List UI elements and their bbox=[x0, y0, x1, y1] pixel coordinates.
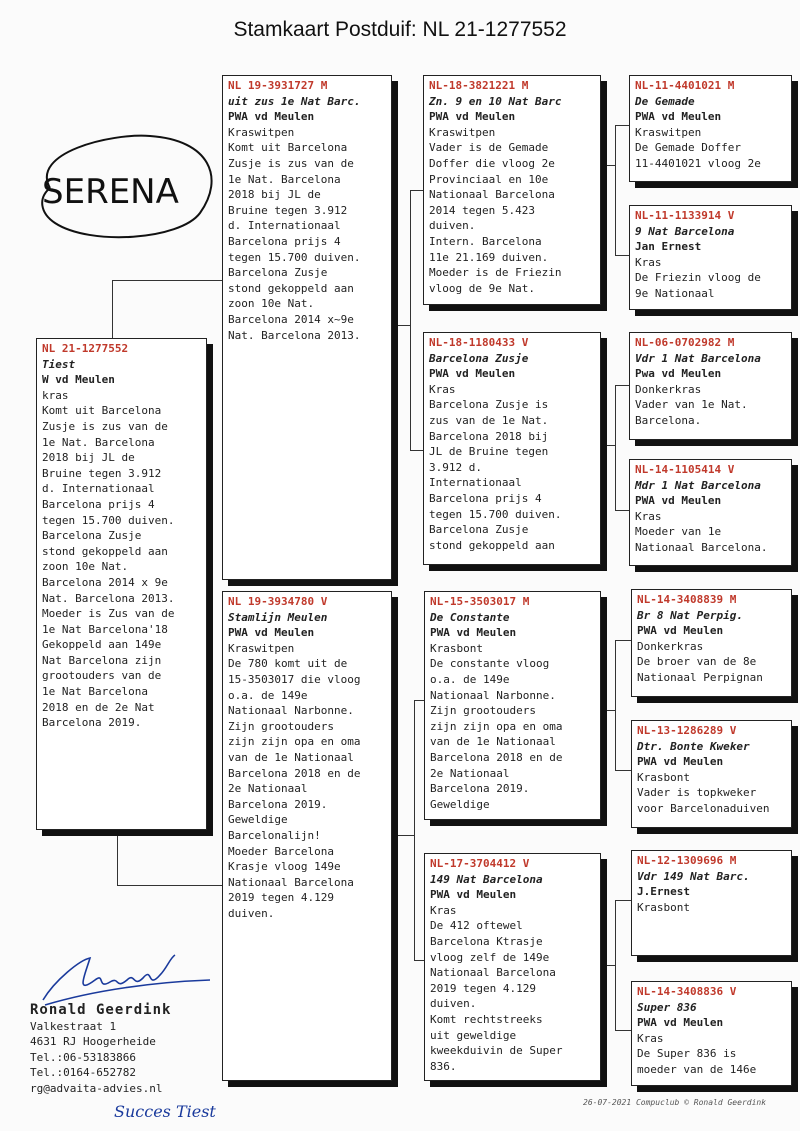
connector bbox=[615, 1030, 631, 1031]
pigeon-description: De 412 oftewel Barcelona Ktrasje vloog zelf de 149e Nationaal Barcelona 2019 tegen 4.129 duiven. Komt rechtstreeks uit geweldige kweekduivin de Super 836. bbox=[430, 919, 563, 1073]
ring-number: NL-14-3408836 V bbox=[637, 985, 737, 998]
breeder-address bbox=[30, 1003, 171, 1097]
connector bbox=[414, 960, 424, 961]
breeder-phone-2: Tel.:0164-652782 bbox=[30, 1066, 136, 1080]
pigeon-owner: PWA vd Meulen bbox=[637, 624, 724, 638]
pigeon-name: Vdr 149 Nat Barc. bbox=[637, 869, 750, 883]
connector bbox=[410, 190, 411, 450]
pigeon-name: Vdr 1 Nat Barcelona bbox=[635, 351, 761, 365]
pigeon-name: Super 836 bbox=[637, 1000, 697, 1014]
pigeon-name: De Constante bbox=[430, 610, 510, 624]
connector bbox=[410, 190, 423, 191]
pigeon-color: kras bbox=[42, 388, 69, 402]
pigeon-name: Br 8 Nat Perpig. bbox=[637, 608, 743, 622]
pigeon-name: 149 Nat Barcelona bbox=[430, 872, 543, 886]
pigeon-card-main bbox=[36, 338, 207, 830]
pigeon-color: Donkerkras bbox=[637, 639, 704, 653]
pigeon-owner: PWA vd Meulen bbox=[635, 110, 722, 124]
pigeon-color: Krasbont bbox=[430, 641, 483, 655]
pigeon-description: Barcelona Zusje is zus van de 1e Nat. Barcelona 2018 bij JL de Bruine tegen 3.912 d. Internationaal Barcelona prijs 4 tegen 15.700 duiven. Barcelona Zusje stond gekoppeld aan bbox=[429, 398, 562, 552]
connector bbox=[414, 700, 415, 960]
connector bbox=[615, 640, 631, 641]
pigeon-card-mmm bbox=[631, 981, 792, 1086]
ring-number: NL-18-3821221 M bbox=[429, 79, 529, 92]
connector bbox=[117, 885, 222, 886]
pigeon-card-mother-mother bbox=[424, 853, 601, 1081]
pigeon-name: 9 Nat Barcelona bbox=[635, 224, 735, 238]
pigeon-owner: PWA vd Meulen bbox=[637, 755, 724, 769]
handwritten-text: Succes Tiest bbox=[114, 1102, 216, 1121]
connector bbox=[410, 450, 423, 451]
ring-number: NL 19-3931727 M bbox=[228, 79, 328, 92]
connector bbox=[615, 125, 629, 126]
page-title: Stamkaart Postduif: NL 21-1277552 bbox=[233, 18, 567, 41]
connector bbox=[615, 125, 616, 255]
pigeon-description: Vader van 1e Nat. Barcelona. bbox=[635, 398, 748, 427]
pigeon-description: De Super 836 is moeder van de 146e bbox=[637, 1047, 757, 1076]
connector bbox=[392, 835, 414, 836]
pigeon-color: Kras bbox=[429, 382, 456, 396]
pigeon-description: De Friezin vloog de 9e Nationaal bbox=[635, 271, 761, 300]
pigeon-description: De constante vloog o.a. de 149e Nationaal Narbonne. Zijn grootouders zijn zijn opa en oma van de 1e Nationaal Barcelona 2018 en de 2e Nationaal Barcelona 2019. Geweldige bbox=[430, 657, 563, 811]
pigeon-card-father-father bbox=[423, 75, 601, 305]
handwritten-succes-tiest bbox=[112, 1095, 252, 1125]
pigeon-name: De Gemade bbox=[635, 94, 695, 108]
connector bbox=[112, 280, 113, 340]
pigeon-name: uit zus 1e Nat Barc. bbox=[228, 94, 361, 108]
pigeon-description: Vader is de Gemade Doffer die vloog 2e Provinciaal en 10e Nationaal Barcelona 2014 tegen 5.423 duiven. Intern. Barcelona 11e 21.169 duiven. Moeder is de Friezin vloog de 9e Nat. bbox=[429, 141, 562, 295]
print-stamp: 26-07-2021 Compuclub © Ronald Geerdink bbox=[583, 1098, 767, 1107]
ring-number: NL-14-3408839 M bbox=[637, 593, 737, 606]
connector bbox=[117, 830, 118, 885]
pigeon-description: Komt uit Barcelona Zusje is zus van de 1e Nat. Barcelona 2018 bij JL de Bruine tegen 3.912 d. Internationaal Barcelona prijs 4 tegen 15.700 duiven. Barcelona Zusje stond gekoppeld aan zoon 10e Nat. Barcelona 2014 x~9e Nat. Barcelona 2013. bbox=[228, 141, 361, 342]
pigeon-description: Vader is topkweker voor Barcelonaduiven bbox=[637, 786, 770, 815]
connector bbox=[615, 385, 616, 510]
pigeon-color: Kraswitpen bbox=[429, 125, 496, 139]
connector bbox=[615, 900, 616, 1030]
pigeon-card-fmf bbox=[629, 332, 792, 440]
connector bbox=[414, 700, 424, 701]
pigeon-name: Tiest bbox=[42, 357, 76, 371]
pigeon-card-mother bbox=[222, 591, 392, 1081]
ring-number: NL-06-0702982 M bbox=[635, 336, 735, 349]
breeder-email: rg@advaita-advies.nl bbox=[30, 1081, 163, 1095]
pigeon-description: Komt uit Barcelona Zusje is zus van de 1e Nat. Barcelona 2018 bij JL de Bruine tegen 3.912 d. Internationaal Barcelona prijs 4 tegen 15.700 duiven. Barcelona Zusje stond gekoppeld aan zoon 10e Nat. Barcelona 2014 x 9e Nat. Barcelona 2013. Moeder is Zus van de 1e Nat Barcelona'18 Gekoppeld aan 149e Nat Barcelona zijn grootouders van de 1e Nat Barcelona 2018 en de 2e Nat Barcelona 2019. bbox=[42, 404, 175, 730]
breeder-city: 4631 RJ Hoogerheide bbox=[30, 1035, 156, 1049]
pigeon-color: Kraswitpen bbox=[228, 641, 295, 655]
pigeon-owner: PWA vd Meulen bbox=[228, 110, 315, 124]
connector bbox=[601, 445, 615, 446]
pigeon-name: Stamlijn Meulen bbox=[228, 610, 328, 624]
pigeon-owner: PWA vd Meulen bbox=[430, 888, 517, 902]
pigeon-description: Moeder van 1e Nationaal Barcelona. bbox=[635, 525, 768, 554]
ring-number: NL-17-3704412 V bbox=[430, 857, 530, 870]
breeder-street: Valkestraat 1 bbox=[30, 1019, 117, 1033]
connector bbox=[601, 710, 615, 711]
connector bbox=[615, 900, 631, 901]
ring-number: NL-11-1133914 V bbox=[635, 209, 735, 222]
pigeon-card-fff bbox=[629, 75, 792, 182]
pigeon-color: Donkerkras bbox=[635, 382, 702, 396]
pigeon-owner: PWA vd Meulen bbox=[228, 626, 315, 640]
connector bbox=[601, 965, 615, 966]
signature bbox=[35, 950, 215, 1010]
connector bbox=[615, 385, 629, 386]
pigeon-owner: J.Ernest bbox=[637, 885, 690, 899]
pigeon-card-mff bbox=[631, 589, 792, 697]
pigeon-card-mfm bbox=[631, 720, 792, 828]
pigeon-color: Krasbont bbox=[637, 770, 690, 784]
pigeon-color: Kras bbox=[635, 255, 662, 269]
pigeon-color: Kraswitpen bbox=[228, 125, 295, 139]
pigeon-description: De 780 komt uit de 15-3503017 die vloog o.a. de 149e Nationaal Narbonne. Zijn grootouders zijn zijn opa en oma van de 1e Nationaal Barcelona 2018 en de 2e Nationaal Barcelona 2019. Geweldige Barcelonalijn! Moeder Barcelona Krasje vloog 149e Nationaal Barcelona 2019 tegen 4.129 duiven. bbox=[228, 657, 361, 920]
pigeon-name: Mdr 1 Nat Barcelona bbox=[635, 478, 761, 492]
serena-scribble bbox=[30, 128, 220, 248]
pigeon-owner: PWA vd Meulen bbox=[429, 367, 516, 381]
pigeon-owner: PWA vd Meulen bbox=[637, 1016, 724, 1030]
pigeon-card-ffm bbox=[629, 205, 792, 310]
ring-number: NL 19-3934780 V bbox=[228, 595, 328, 608]
pigeon-owner: W vd Meulen bbox=[42, 373, 115, 387]
connector bbox=[615, 770, 631, 771]
pigeon-name: Zn. 9 en 10 Nat Barc bbox=[429, 94, 562, 108]
pigeon-color: Krasbont bbox=[637, 900, 690, 914]
pigeon-owner: PWA vd Meulen bbox=[635, 494, 722, 508]
connector bbox=[615, 510, 629, 511]
pigeon-card-mother-father bbox=[424, 591, 601, 820]
connector bbox=[615, 255, 629, 256]
pigeon-owner: Jan Ernest bbox=[635, 240, 702, 254]
ring-number: NL-18-1180433 V bbox=[429, 336, 529, 349]
breeder-phone: Tel.:06-53183866 bbox=[30, 1050, 136, 1064]
nickname-text: SERENA bbox=[42, 172, 179, 212]
connector bbox=[615, 640, 616, 770]
pigeon-card-fmm bbox=[629, 459, 792, 566]
pigeon-color: Kras bbox=[637, 1031, 664, 1045]
connector bbox=[112, 280, 222, 281]
ring-number: NL-13-1286289 V bbox=[637, 724, 737, 737]
pigeon-card-mmf bbox=[631, 850, 792, 956]
pigeon-card-father-mother bbox=[423, 332, 601, 565]
pigeon-name: Dtr. Bonte Kweker bbox=[637, 739, 750, 753]
ring-number: NL-12-1309696 M bbox=[637, 854, 737, 867]
breeder-name: Ronald Geerdink bbox=[30, 1002, 172, 1018]
pigeon-description: De broer van de 8e Nationaal Perpignan bbox=[637, 655, 763, 684]
pigeon-owner: PWA vd Meulen bbox=[429, 110, 516, 124]
ring-number: NL-14-1105414 V bbox=[635, 463, 735, 476]
pigeon-color: Kras bbox=[635, 509, 662, 523]
pigeon-color: Kraswitpen bbox=[635, 125, 702, 139]
pigeon-name: Barcelona Zusje bbox=[429, 351, 529, 365]
connector bbox=[601, 165, 615, 166]
ring-number: NL-11-4401021 M bbox=[635, 79, 735, 92]
pigeon-color: Kras bbox=[430, 903, 457, 917]
pigeon-description: De Gemade Doffer 11-4401021 vloog 2e bbox=[635, 141, 761, 170]
pigeon-owner: PWA vd Meulen bbox=[430, 626, 517, 640]
ring-number: NL 21-1277552 bbox=[42, 342, 129, 355]
pigeon-card-father bbox=[222, 75, 392, 580]
connector bbox=[392, 325, 410, 326]
pigeon-owner: Pwa vd Meulen bbox=[635, 367, 722, 381]
ring-number: NL-15-3503017 M bbox=[430, 595, 530, 608]
